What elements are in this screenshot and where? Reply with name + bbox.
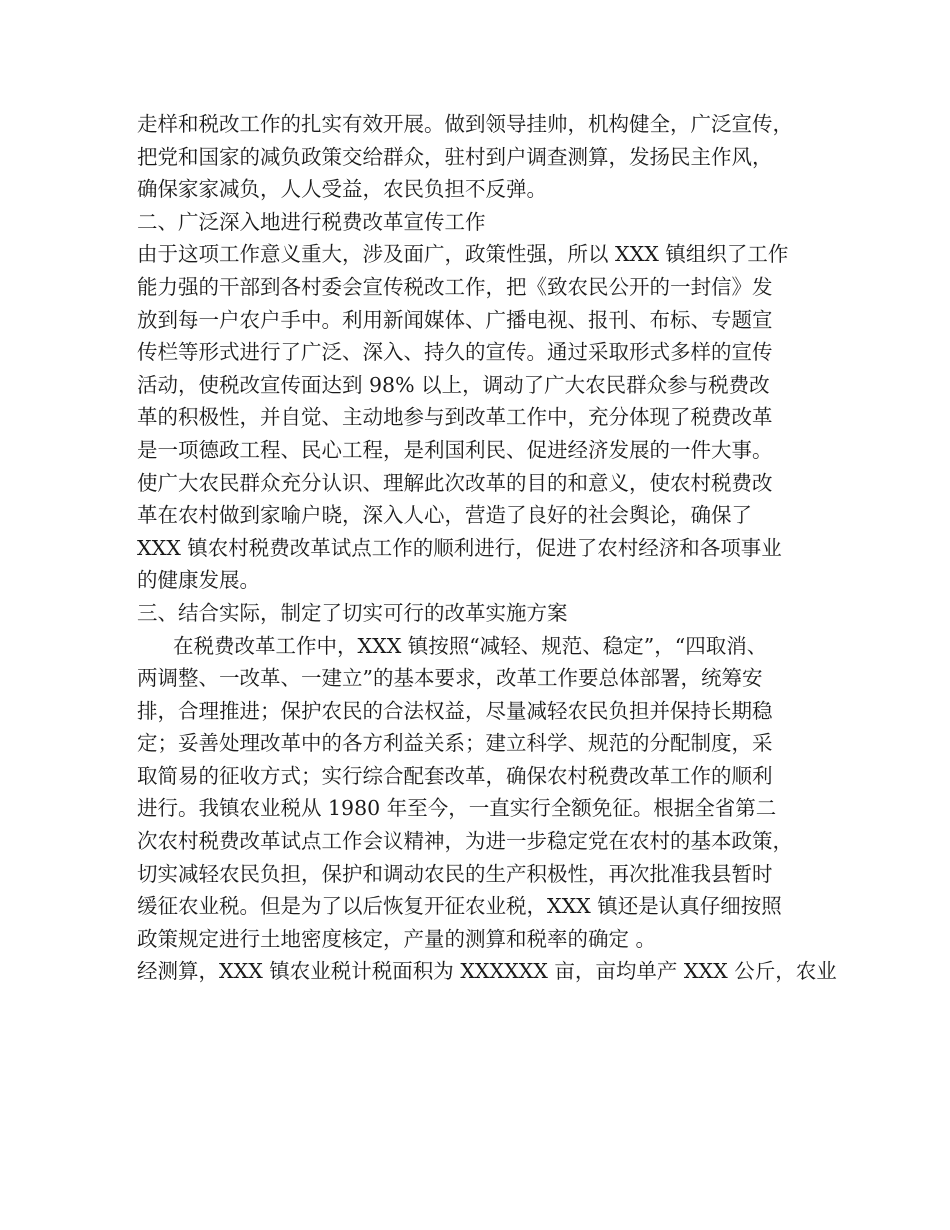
text-line: 取简易的征收方式；实行综合配套改革，确保农村税费改革工作的顺利: [137, 763, 773, 788]
text-line: 确保家家减负，人人受益，农民负担不反弹。: [137, 177, 547, 202]
text-line: 次农村税费改革试点工作会议精神，为进一步稳定党在农村的基本政策，: [137, 829, 793, 854]
text-line: 缓征农业税。但是为了以后恢复开征农业税，XXX 镇还是认真仔细按照: [137, 894, 782, 919]
text-line: 三、结合实际，制定了切实可行的改革实施方案: [137, 600, 568, 625]
text-line: 能力强的干部到各村委会宣传税改工作，把《致农民公开的一封信》发: [137, 274, 773, 299]
text-line: 使广大农民群众充分认识、理解此次改革的目的和意义，使农村税费改: [137, 470, 773, 495]
text-line: 传栏等形式进行了广泛、深入、持久的宣传。通过采取形式多样的宣传: [137, 340, 773, 365]
text-line: XXX 镇农村税费改革试点工作的顺利进行，促进了农村经济和各项事业: [137, 535, 782, 560]
text-line: 走样和税改工作的扎实有效开展。做到领导挂帅，机构健全，广泛宣传，: [137, 112, 793, 136]
text-line: 由于这项工作意义重大，涉及面广，政策性强，所以 XXX 镇组织了工作: [137, 242, 789, 267]
text-line: 革的积极性，并自觉、主动地参与到改革工作中，充分体现了税费改革: [137, 405, 773, 430]
text-line: 在税费改革工作中，XXX 镇按照“减轻、规范、稳定”，“四取消、: [173, 633, 768, 658]
text-line: 革在农村做到家喻户晓，深入人心，营造了良好的社会舆论，确保了: [137, 503, 752, 528]
text-line: 进行。我镇农业税从 1980 年至今，一直实行全额免征。根据全省第二: [137, 796, 777, 821]
text-line: 定；妥善处理改革中的各方利益关系；建立科学、规范的分配制度，采: [137, 731, 773, 756]
text-line: 经测算，XXX 镇农业税计税面积为 XXXXXX 亩，亩均单产 XXX 公斤，农业: [137, 959, 837, 984]
document-page: [137, 108, 837, 988]
text-line: 政策规定进行土地密度核定，产量的测算和税率的确定 。: [137, 926, 657, 951]
text-line: 的健康发展。: [137, 568, 260, 593]
text-line: 是一项德政工程、民心工程，是利国利民、促进经济发展的一件大事。: [137, 437, 773, 462]
text-line: 两调整、一改革、一建立”的基本要求，改革工作要总体部署，统筹安: [137, 666, 763, 691]
text-line: 活动，使税改宣传面达到 98% 以上，调动了广大农民群众参与税费改: [137, 372, 770, 397]
text-line: 排，合理推进；保护农民的合法权益，尽量减轻农民负担并保持长期稳: [137, 698, 773, 723]
text-line: 切实减轻农民负担，保护和调动农民的生产积极性，再次批准我县暂时: [137, 861, 773, 886]
text-line: 二、广泛深入地进行税费改革宣传工作: [137, 209, 486, 234]
text-line: 把党和国家的减负政策交给群众，驻村到户调查测算，发扬民主作风，: [137, 144, 773, 169]
text-line: 放到每一户农户手中。利用新闻媒体、广播电视、报刊、布标、专题宣: [137, 307, 773, 332]
